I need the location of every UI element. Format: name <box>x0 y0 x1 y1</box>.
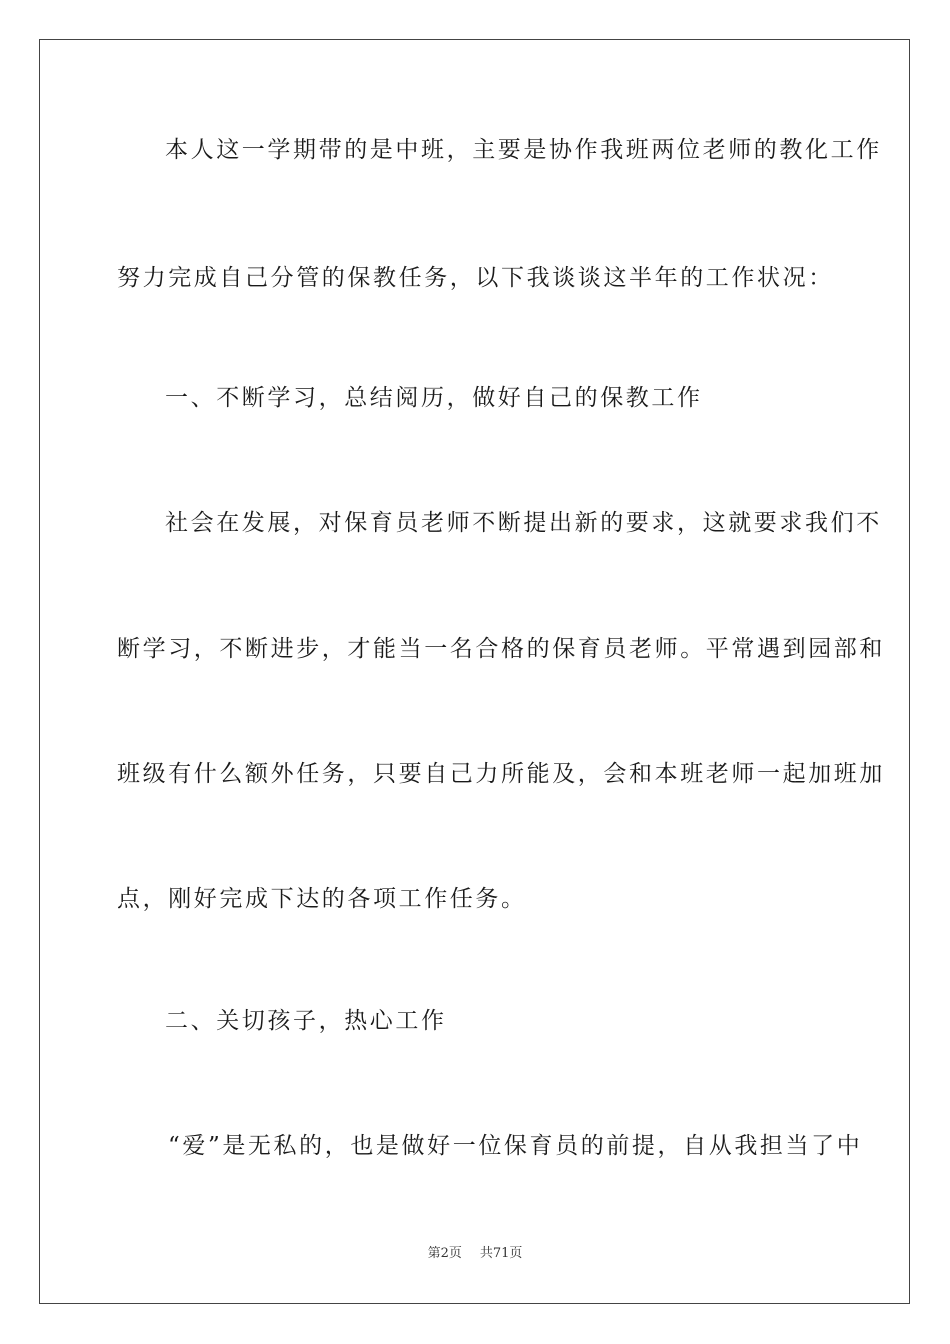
section-heading-1: 一、不断学习，总结阅历，做好自己的保教工作 <box>165 385 703 411</box>
paragraph-line-6: 点，刚好完成下达的各项工作任务。 <box>117 886 527 912</box>
page-border <box>39 39 910 1304</box>
paragraph-line-7: “爱”是无私的，也是做好一位保育员的前提，自从我担当了中 <box>168 1133 863 1159</box>
page-footer <box>0 1244 950 1264</box>
page-number-total: 共71页 <box>479 1246 523 1261</box>
paragraph-line-1: 本人这一学期带的是中班，主要是协作我班两位老师的教化工作 <box>165 137 882 163</box>
paragraph-line-2: 努力完成自己分管的保教任务，以下我谈谈这半年的工作状况： <box>117 265 834 291</box>
paragraph-line-3: 社会在发展，对保育员老师不断提出新的要求，这就要求我们不 <box>165 510 882 536</box>
page-number-current: 第2页 <box>427 1246 462 1261</box>
paragraph-line-4: 断学习，不断进步，才能当一名合格的保育员老师。平常遇到园部和 <box>117 636 885 662</box>
paragraph-line-5: 班级有什么额外任务，只要自己力所能及，会和本班老师一起加班加 <box>117 761 885 787</box>
section-heading-2: 二、关切孩子，热心工作 <box>165 1008 447 1034</box>
